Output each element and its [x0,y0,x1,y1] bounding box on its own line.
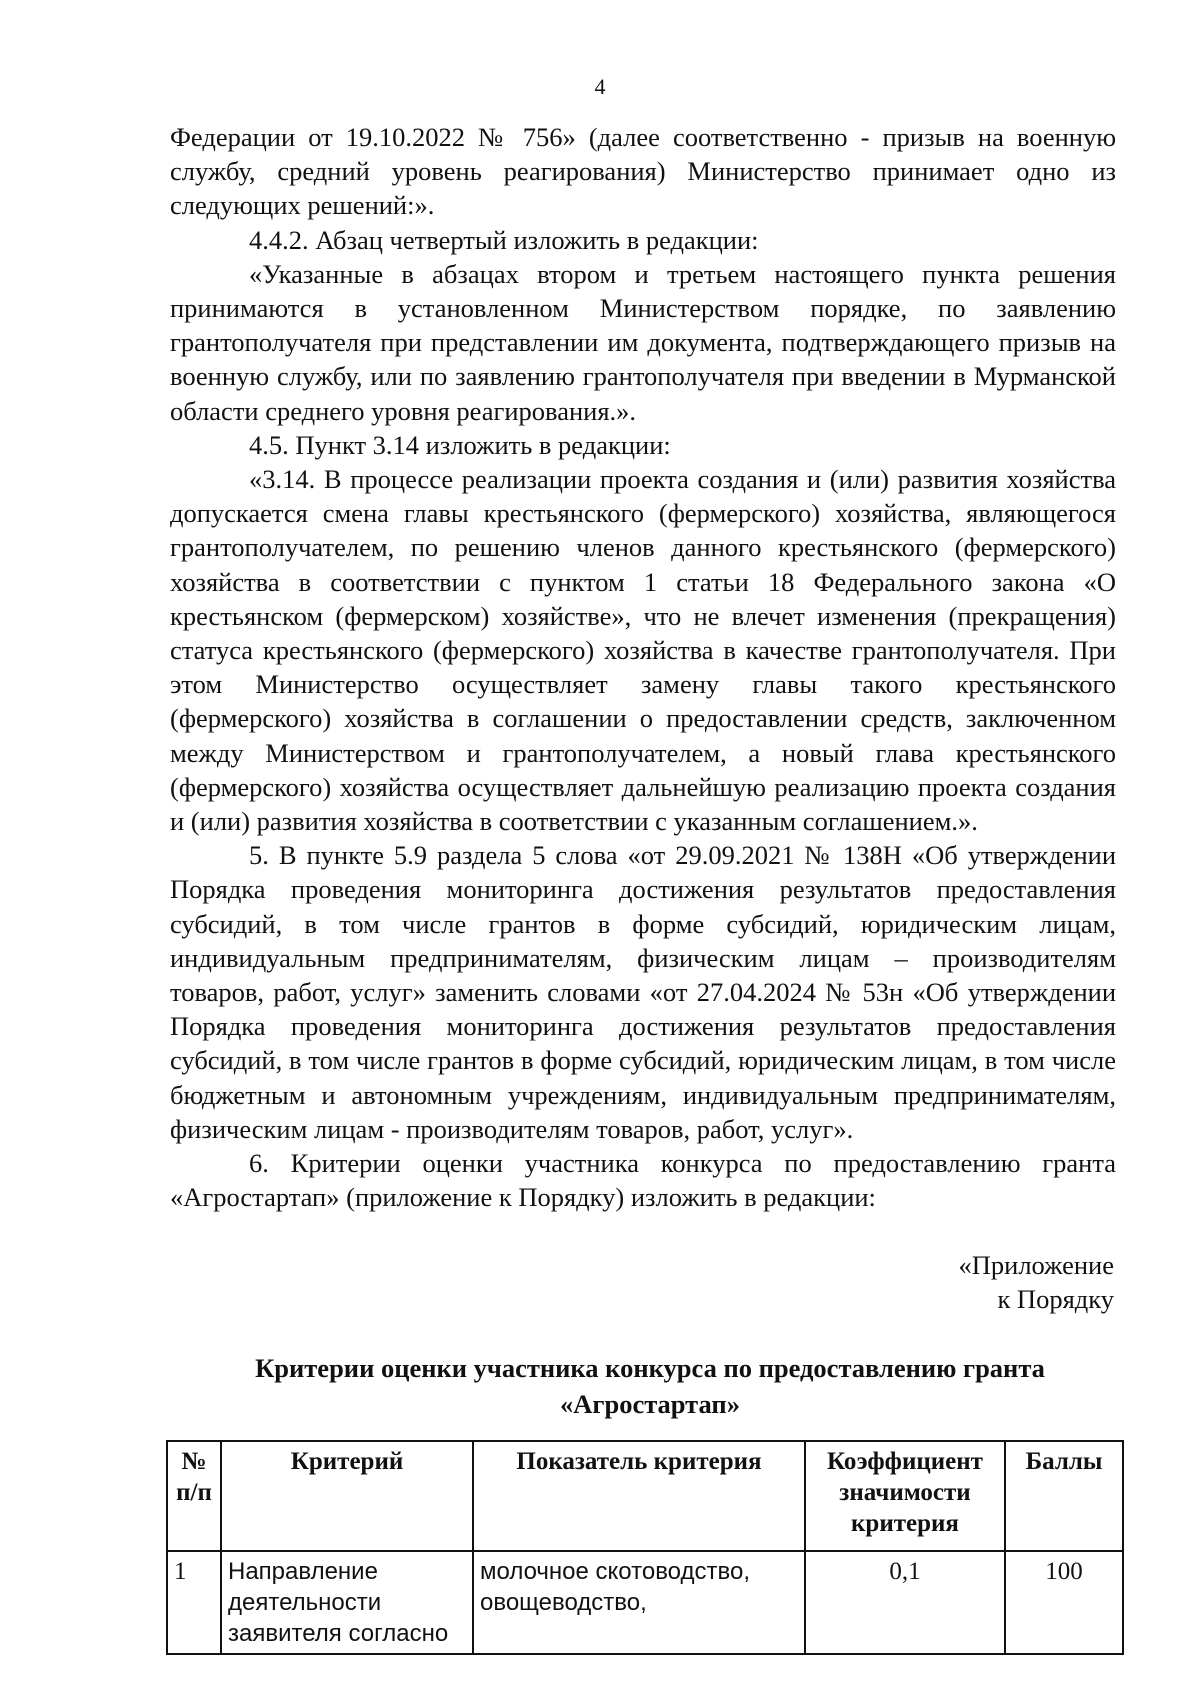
table-title-line-1: Критерии оценки участника конкурса по предоставлению гранта [255,1353,1045,1383]
appendix-line-2: к Порядку [997,1284,1114,1314]
cell-number: 1 [167,1551,221,1654]
paragraph-4-5: 4.5. Пункт 3.14 изложить в редакции: [249,429,671,460]
paragraph-5: 5. В пункте 5.9 раздела 5 слова «от 29.09.2021 № 138Н «Об утверждении Порядка проведения мониторинга достижения результатов предоставления субсидий, в том числе грантов в форме субсидий, юридическим лицам, индивидуальным предпринимателям, физическим лицам – производителям товаров, работ, услуг» заменить словами «от 27.04.2024 № 53н «Об утверждении Порядка проведения мониторинга достижения результатов предоставления субсидий, в том числе грантов в форме субсидий, юридическим лицам, в том числе бюджетным и автономным учреждениям, индивидуальным предпринимателям, физическим лицам - производителям товаров, работ, услуг». [170,840,1116,1144]
appendix-note [959,1248,1114,1316]
cell-indicator: молочное скотоводство, овощеводство, [473,1551,805,1654]
header-indicator: Показатель критерия [473,1441,805,1551]
paragraph-quote-3-14: «3.14. В процессе реализации проекта создания и (или) развития хозяйства допускается смена главы крестьянского (фермерского) хозяйства, являющегося грантополучателем, по решению членов данного крестьянского (фермерского) хозяйства в соответствии с пунктом 1 статьи 18 Федерального закона «О крестьянском (фермерском) хозяйстве», что не влечет изменения (прекращения) статуса крестьянского (фермерского) хозяйства в качестве грантополучателя. При этом Министерство осуществляет замену главы такого крестьянского (фермерского) хозяйства в соглашении о предоставлении средств, заключенном между Министерством и грантополучателем, а новый глава крестьянского (фермерского) хозяйства осуществляет дальнейшую реализацию проекта создания и (или) развития хозяйства в соответствии с указанным соглашением.». [170,464,1116,837]
cell-coefficient: 0,1 [805,1551,1005,1654]
table-title-line-2: «Агростартап» [560,1389,740,1419]
cell-criterion: Направление деятельности заявителя согласно [221,1551,473,1654]
paragraph-6: 6. Критерии оценки участника конкурса по предоставлению гранта «Агростартап» (приложение к Порядку) изложить в редакции: [170,1148,1116,1213]
header-number: № п/п [167,1441,221,1551]
table-row [167,1551,1123,1654]
header-points: Баллы [1005,1441,1123,1551]
table-header-row [167,1441,1123,1551]
header-criterion: Критерий [221,1441,473,1551]
header-coefficient: Коэффициент значимости критерия [805,1441,1005,1551]
paragraph-4-4-2: 4.4.2. Абзац четвертый изложить в редакции: [249,224,759,255]
appendix-line-1: «Приложение [958,1250,1114,1280]
page-number: 4 [594,74,606,99]
cell-points: 100 [1005,1551,1123,1654]
paragraph-continuation: Федерации от 19.10.2022 № 756» (далее соответственно - призыв на военную службу, средний уровень реагирования) Министерство принимает одно из следующих решений:». [170,122,1116,221]
document-body [170,120,1116,1215]
criteria-table [166,1440,1124,1655]
paragraph-quote-decisions: «Указанные в абзацах втором и третьем настоящего пункта решения принимаются в установленном Министерством порядке, по заявлению грантополучателя при представлении им документа, подтверждающего призыв на военную службу, или по заявлению грантополучателя при введении в Мурманской области среднего уровня реагирования.». [170,258,1116,426]
table-title [170,1350,1130,1422]
